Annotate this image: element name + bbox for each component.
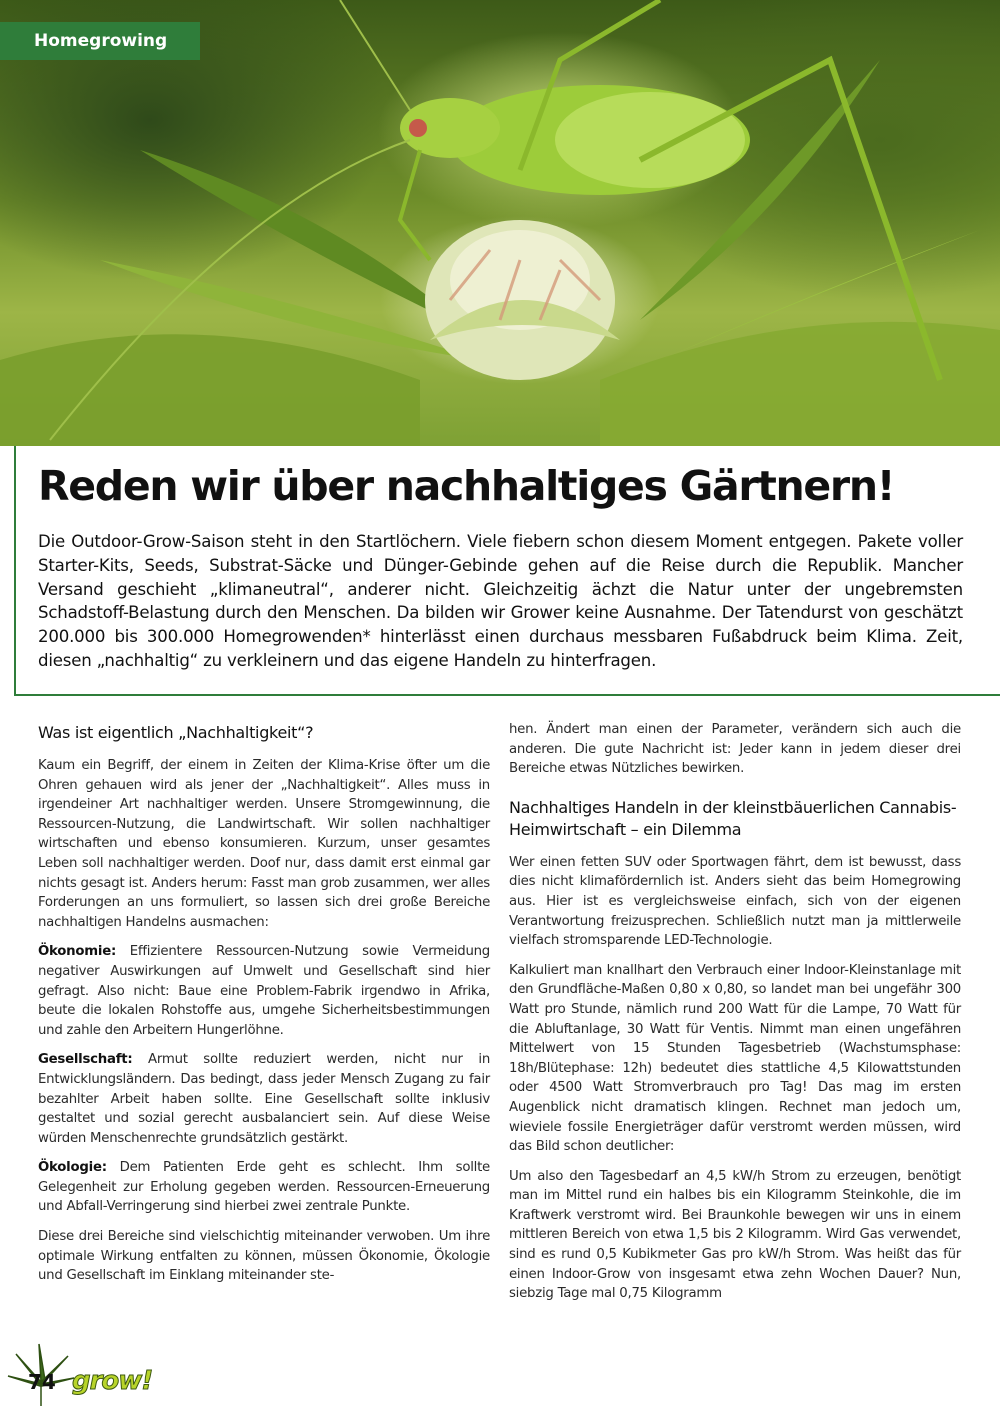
page-number: 74 [28, 1370, 56, 1394]
term-label: Ökologie: [38, 1160, 107, 1176]
term-text: Armut sollte reduziert werden, nicht nur in Entwicklungsländern. Das bedingt, dass jeder Mensch Zugang zu fair bezahlter Arbeit haben sollte. Eine Gesellschaft sollte inklusiv gestaltet und sozial gerecht ausbalanciert sein. Auf diese Weise würden Menschenrechte grundsätzlich gestärkt. [38, 1052, 490, 1146]
grasshopper-on-cannabis-photo [0, 0, 1000, 446]
body-paragraph-gesellschaft [38, 1050, 490, 1148]
brand-logo: grow! [72, 1366, 153, 1396]
body-paragraph-oekologie [38, 1158, 490, 1217]
body-paragraph: hen. Ändert man einen der Parameter, verändern sich auch die anderen. Die gute Nachricht ist: Jeder kann in jedem dieser drei Bereiche etwas Nützliches bewirken. [509, 722, 961, 777]
body-paragraph-oekonomie [38, 942, 490, 1040]
hero-photo [0, 0, 1000, 446]
body-paragraph: Kaum ein Begriff, der einem in Zeiten der Klima-Krise öfter um die Ohren gehauen wird als jener der „Nachhaltigkeit“. Alles muss in irgendeiner Art nachhaltiger werden. Unsere Stromgewinnung, die Ressourcen-Nutzung, die Landwirtschaft. Wir sollen nachhaltiger wirtschaften und ebenso konsumieren. Kurzum, unser gesamtes Leben soll nachhaltiger werden. Doof nur, dass damit erst einmal gar nichts gesagt ist. Anders herum: Fasst man grob zusammen, wer alles Forderungen an uns formuliert, so lassen sich drei große Bereiche nachhaltigen Handelns ausmachen: [38, 758, 490, 930]
term-label: Ökonomie: [38, 944, 117, 960]
lead-paragraph: Die Outdoor-Grow-Saison steht in den Startlöchern. Viele fiebern schon diesem Moment entgegen. Pakete voller Starter-Kits, Seeds, Substrat-Säcke und Dünger-Gebinde gehen auf die Reise durch die Republik. Mancher Versand geschieht „klimaneutral“, anderer nicht. Gleichzeitig ächzt die Natur unter der ungebremsten Schadstoff-Belastung durch den Menschen. Da bilden wir Grower keine Ausnahme. Der Tatendurst von geschätzt 200.000 bis 300.000 Homegrowenden* hinterlässt einen durchaus messbaren Fußabdruck beim Klima. Zeit, diesen „nachhaltig“ zu verkleinern und das eigene Handeln zu hinterfragen. [38, 532, 963, 670]
body-paragraph: Kalkuliert man knallhart den Verbrauch einer Indoor-Kleinstanlage mit den Grundfläche-Maßen 0,80 x 0,80, so landet man bei ungefähr 300 Watt pro Stunde, nämlich rund 200 Watt für die Lampe, 70 Watt für die Abluftanlage, 30 Watt für Ventis. Nimmt man einen ungefähren Mittelwert von 15 Stunden Tagesbetrieb (Wachstumsphase: 18h/Blütephase: 12h) bedeutet dies stattliche 4,5 Kilowattstunden oder 4500 Watt Stromverbrauch pro Tag! Das mag im ersten Augenblick nicht dramatisch klingen. Rechnet man jedoch um, wieviele fossile Energieträger dafür verstromt werden müssen, wird das Bild schon deutlicher: [509, 962, 961, 1155]
term-text: Dem Patienten Erde geht es schlecht. Ihm sollte Gelegenheit zur Erholung gegeben werden. Ressourcen-Erneuerung und Abfall-Verringerung sind hierbei zwei zentrale Punkte. [38, 1160, 490, 1215]
body-paragraph: Diese drei Bereiche sind vielschichtig miteinander verwoben. Um ihre optimale Wirkung entfalten zu können, müssen Ökonomie, Ökologie und Gesellschaft im Einklang miteinander ste- [38, 1229, 490, 1284]
section-heading: Nachhaltiges Handeln in der kleinstbäuerlichen Cannabis-Heimwirtschaft – ein Dilemma [509, 797, 957, 839]
page-title: Reden wir über nachhaltiges Gärtnern! [38, 462, 895, 510]
body-paragraph: Wer einen fetten SUV oder Sportwagen fährt, dem ist bewusst, dass dies nicht klimafördernlich ist. Anders sieht das beim Homegrowing aus. Hier ist es vergleichsweise einfach, sich von der eigenen Verantwortung freizusprechen. Schließlich nutzt man ja mittlerweile vielfach stromsparende LED-Technologie. [509, 854, 961, 949]
term-text: Effizientere Ressourcen-Nutzung sowie Vermeidung negativer Auswirkungen auf Umwelt und Gesellschaft sind hier gefragt. Also nicht: Baue eine Problem-Fabrik irgendwo in Afrika, beute die lokalen Rohstoffe aus, umgehe Sicherheitsbestimmungen und zahle den Arbeitern Hungerlöhne. [38, 944, 490, 1038]
right-column [509, 720, 961, 1314]
left-column [38, 716, 490, 1296]
section-heading: Was ist eigentlich „Nachhaltigkeit“? [38, 723, 314, 742]
section-tag: Homegrowing [0, 22, 200, 60]
term-label: Gesellschaft: [38, 1052, 133, 1068]
body-paragraph: Um also den Tagesbedarf an 4,5 kW/h Strom zu erzeugen, benötigt man im Mittel rund ein halbes bis ein Kilogramm Steinkohle, die im Kraftwerk verstromt wird. Bei Braunkohle bewegen wir uns in einem mittleren Bereich von etwa 1,5 bis 2 Kilogramm. Wird Gas verwendet, sind es rund 0,5 Kubikmeter Gas pro kW/h Strom. Was heißt das für einen Indoor-Grow von insgesamt etwa zehn Wochen Dauer? Nun, siebzig Tage mal 0,75 Kilogramm [509, 1168, 961, 1302]
